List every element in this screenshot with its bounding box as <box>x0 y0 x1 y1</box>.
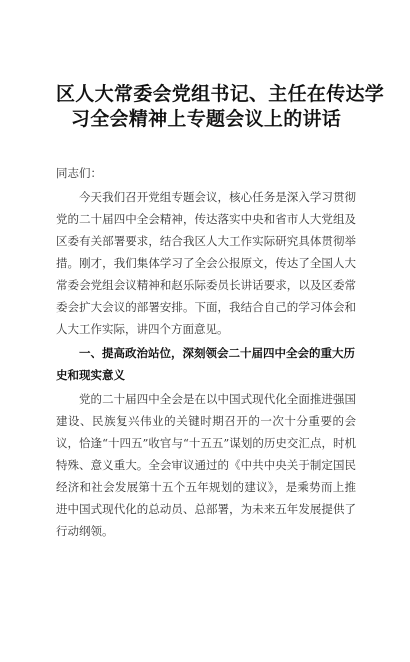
paragraph-section-1: 党的二十届四中全会是在以中国式现代化全面推进强国建设、民族复兴伟业的关键时期召开的一次十分重要的会议，恰逢“十四五”收官与“十五五”谋划的历史交汇点，时机特殊、意义重大。全会审议通过的《中共中央关于制定国民经济和社会发展第十五个五年规划的建议》，是乘势而上推进中国式现代化的总动员、总部署，为未来五年发展提供了行动纲领。 <box>56 392 356 538</box>
paragraph-intro: 今天我们召开党组专题会议，核心任务是深入学习贯彻党的二十届四中全会精神，传达落实中央和省市人大党组及区委有关部署要求，结合我区人大工作实际研究具体贯彻举措。刚才，我们集体学习了全会公报原文，传达了全国人大常委会党组会议精神和赵乐际委员长讲话要求，以及区委常委会扩大会议的部署安排。下面，我结合自己的学习体会和人大工作实际，讲四个方面意见。 <box>56 190 356 336</box>
section-heading-1: 一、提高政治站位，深刻领会二十届四中全会的重大历史和现实意义 <box>56 346 355 382</box>
document-title <box>56 82 385 132</box>
title-line-2: 习全会精神上专题会议上的讲话 <box>70 108 342 130</box>
title-line-1: 区人大常委会党组书记、主任在传达学 <box>56 83 385 105</box>
salutation: 同志们： <box>56 166 102 180</box>
document-page <box>0 82 410 662</box>
